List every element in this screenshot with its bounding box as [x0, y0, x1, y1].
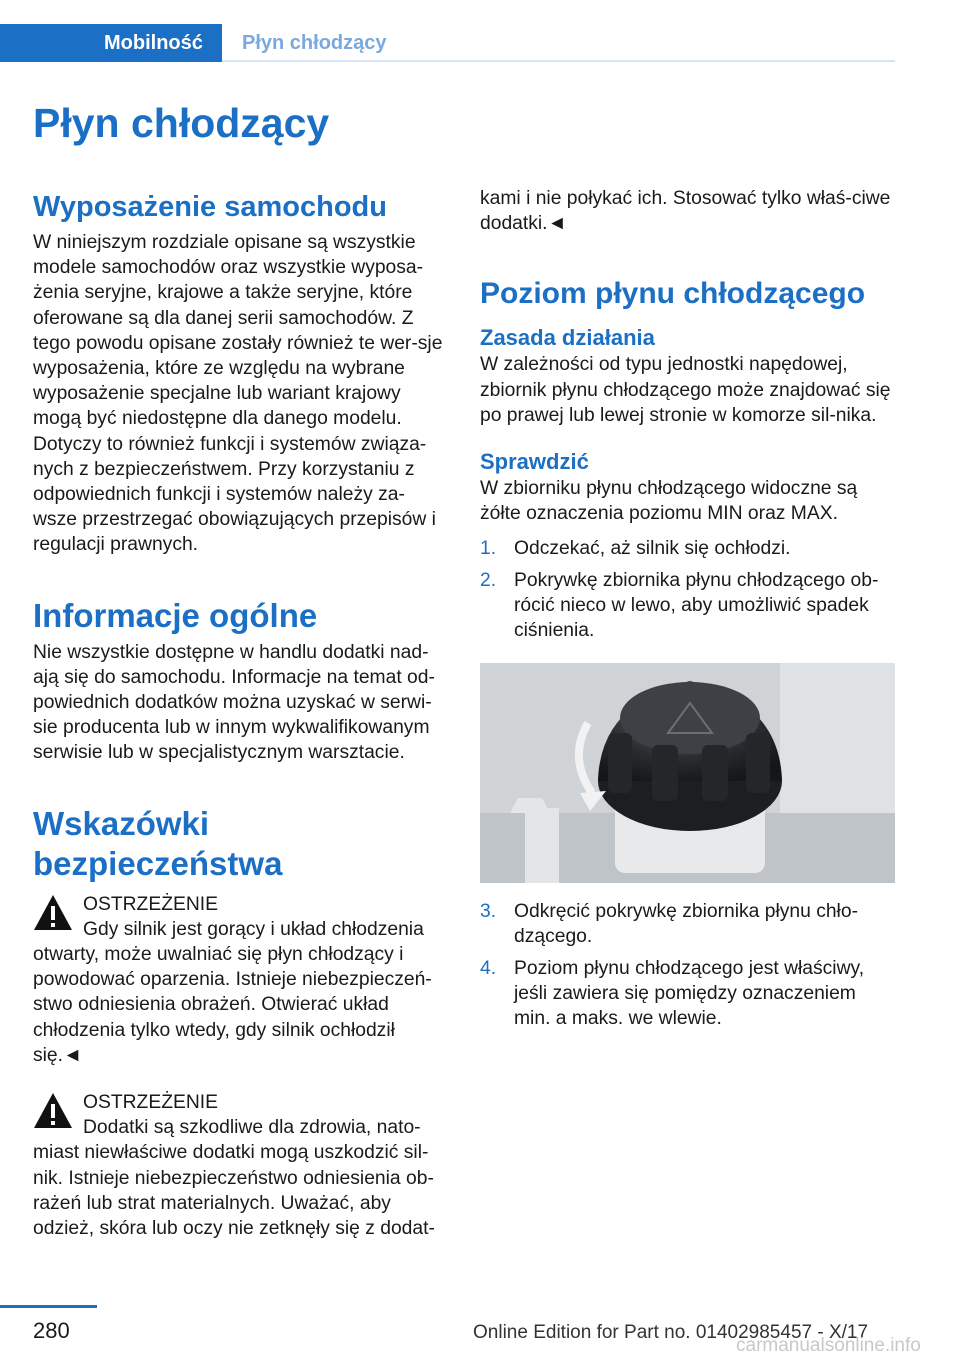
page-title: Płyn chłodzący — [33, 100, 330, 146]
list-item — [480, 568, 895, 644]
step-number: 1. — [480, 538, 497, 560]
warning-triangle-icon — [33, 1092, 73, 1130]
page-number: 280 — [33, 1318, 70, 1343]
paragraph-general-info: Nie wszystkie dostępne w handlu dodatki nad-ają się do samochodu. Informacje na temat od-powiednich dodatków można uzyskać w serwi-sie producenta lub w innym wykwalifikowanym serwisie lub w specjalistycznym warsztacie. — [33, 641, 435, 764]
step-text: Pokrywkę zbiornika płynu chłodzącego ob-rócić nieco w lewo, aby umożliwić spadek ciśnienia. — [514, 569, 879, 642]
warning-triangle-icon — [33, 894, 73, 932]
step-number: 3. — [480, 901, 497, 923]
list-item — [480, 956, 895, 1032]
step-number: 4. — [480, 957, 497, 979]
heading-principle: Zasada działania — [480, 325, 655, 351]
coolant-cap-illustration — [480, 663, 895, 883]
footer-divider — [0, 1305, 97, 1308]
watermark: carmanualsonline.info — [736, 1335, 921, 1356]
step-text: Odczekać, aż silnik się ochłodzi. — [514, 538, 791, 560]
tab-plyn-chlodzacy[interactable]: Płyn chłodzący — [242, 32, 387, 54]
coolant-cap-image — [480, 663, 895, 883]
list-item — [480, 536, 895, 561]
warning-text: miast niewłaściwe dodatki mogą uszkodzić sil-nik. Istnieje niebezpieczeństwo odniesienia ob-rażeń lub strat materialnych. Uważać, aby odzież, skóra lub oczy nie zetknęły się z dodat- — [33, 1142, 435, 1240]
left-column — [33, 190, 448, 1241]
paragraph-principle: W zależności od typu jednostki napędowej, zbiornik płynu chłodzącego może znajdować się po prawej lub lewej stronie w komorze sil-nika. — [480, 354, 891, 426]
warning-text: otwarty, może uwalniać się płyn chłodzący i powodować oparzenia. Istnieje niebezpieczeń-stwo odniesienia obrażeń. Otwierać układ chłodzenia tylko wtedy, gdy silnik ochłodził się.◄ — [33, 944, 432, 1066]
edition-info: Online Edition for Part no. 01402985457 - X/17 — [473, 1322, 869, 1343]
heading-safety: Wskazówki bezpieczeństwa — [33, 804, 283, 882]
heading-equipment: Wyposażenie samochodu — [33, 191, 387, 223]
step-number: 2. — [480, 569, 497, 591]
right-column — [480, 186, 895, 1031]
steps-list-a — [480, 536, 895, 643]
tab-mobilnosc[interactable]: Mobilność — [0, 24, 222, 62]
heading-check: Sprawdzić — [480, 449, 589, 475]
steps-list-b — [480, 899, 895, 1031]
paragraph-check: W zbiorniku płynu chłodzącego widoczne są żółte oznaczenia poziomu MIN oraz MAX. — [480, 478, 858, 525]
paragraph-equipment: W niniejszym rozdziale opisane są wszystkie modele samochodów oraz wszystkie wyposa-żenia seryjne, krajowe a także seryjne, które oferowane są dla danej serii samochodów. Z tego powodu opisane zostały również te wer-sje wyposażenia, które ze względu na wybrane wyposażenie specjalne lub wariant krajowy mogą być niedostępne dla danego modelu. Dotyczy to również funkcji i systemów związa-nych z bezpieczeństwem. Przy korzystaniu z odpowiednich funkcji i systemów należy za-wsze przestrzegać obowiązujących przepisów i regulacji prawnych. — [33, 232, 443, 556]
warning-block-2 — [33, 1090, 448, 1241]
step-text: Odkręcić pokrywkę zbiornika płynu chło-dzącego. — [514, 901, 858, 948]
heading-general-info: Informacje ogólne — [33, 596, 318, 634]
list-item — [480, 899, 895, 949]
warning-block-1 — [33, 892, 448, 1068]
warning-first-line: Dodatki są szkodliwe dla zdrowia, nato- — [83, 1117, 421, 1139]
paragraph-continued: kami i nie połykać ich. Stosować tylko właś-ciwe dodatki.◄ — [480, 188, 891, 235]
heading-coolant-level: Poziom płynu chłodzącego — [480, 277, 866, 311]
warning-title: OSTRZEŻENIE — [83, 1092, 218, 1114]
step-text: Poziom płynu chłodzącego jest właściwy, jeśli zawiera się pomiędzy oznaczeniem min. a maks. we wlewie. — [514, 957, 865, 1030]
warning-title: OSTRZEŻENIE — [83, 893, 218, 915]
warning-first-line: Gdy silnik jest gorący i układ chłodzenia — [83, 918, 424, 940]
header-divider — [222, 60, 895, 62]
